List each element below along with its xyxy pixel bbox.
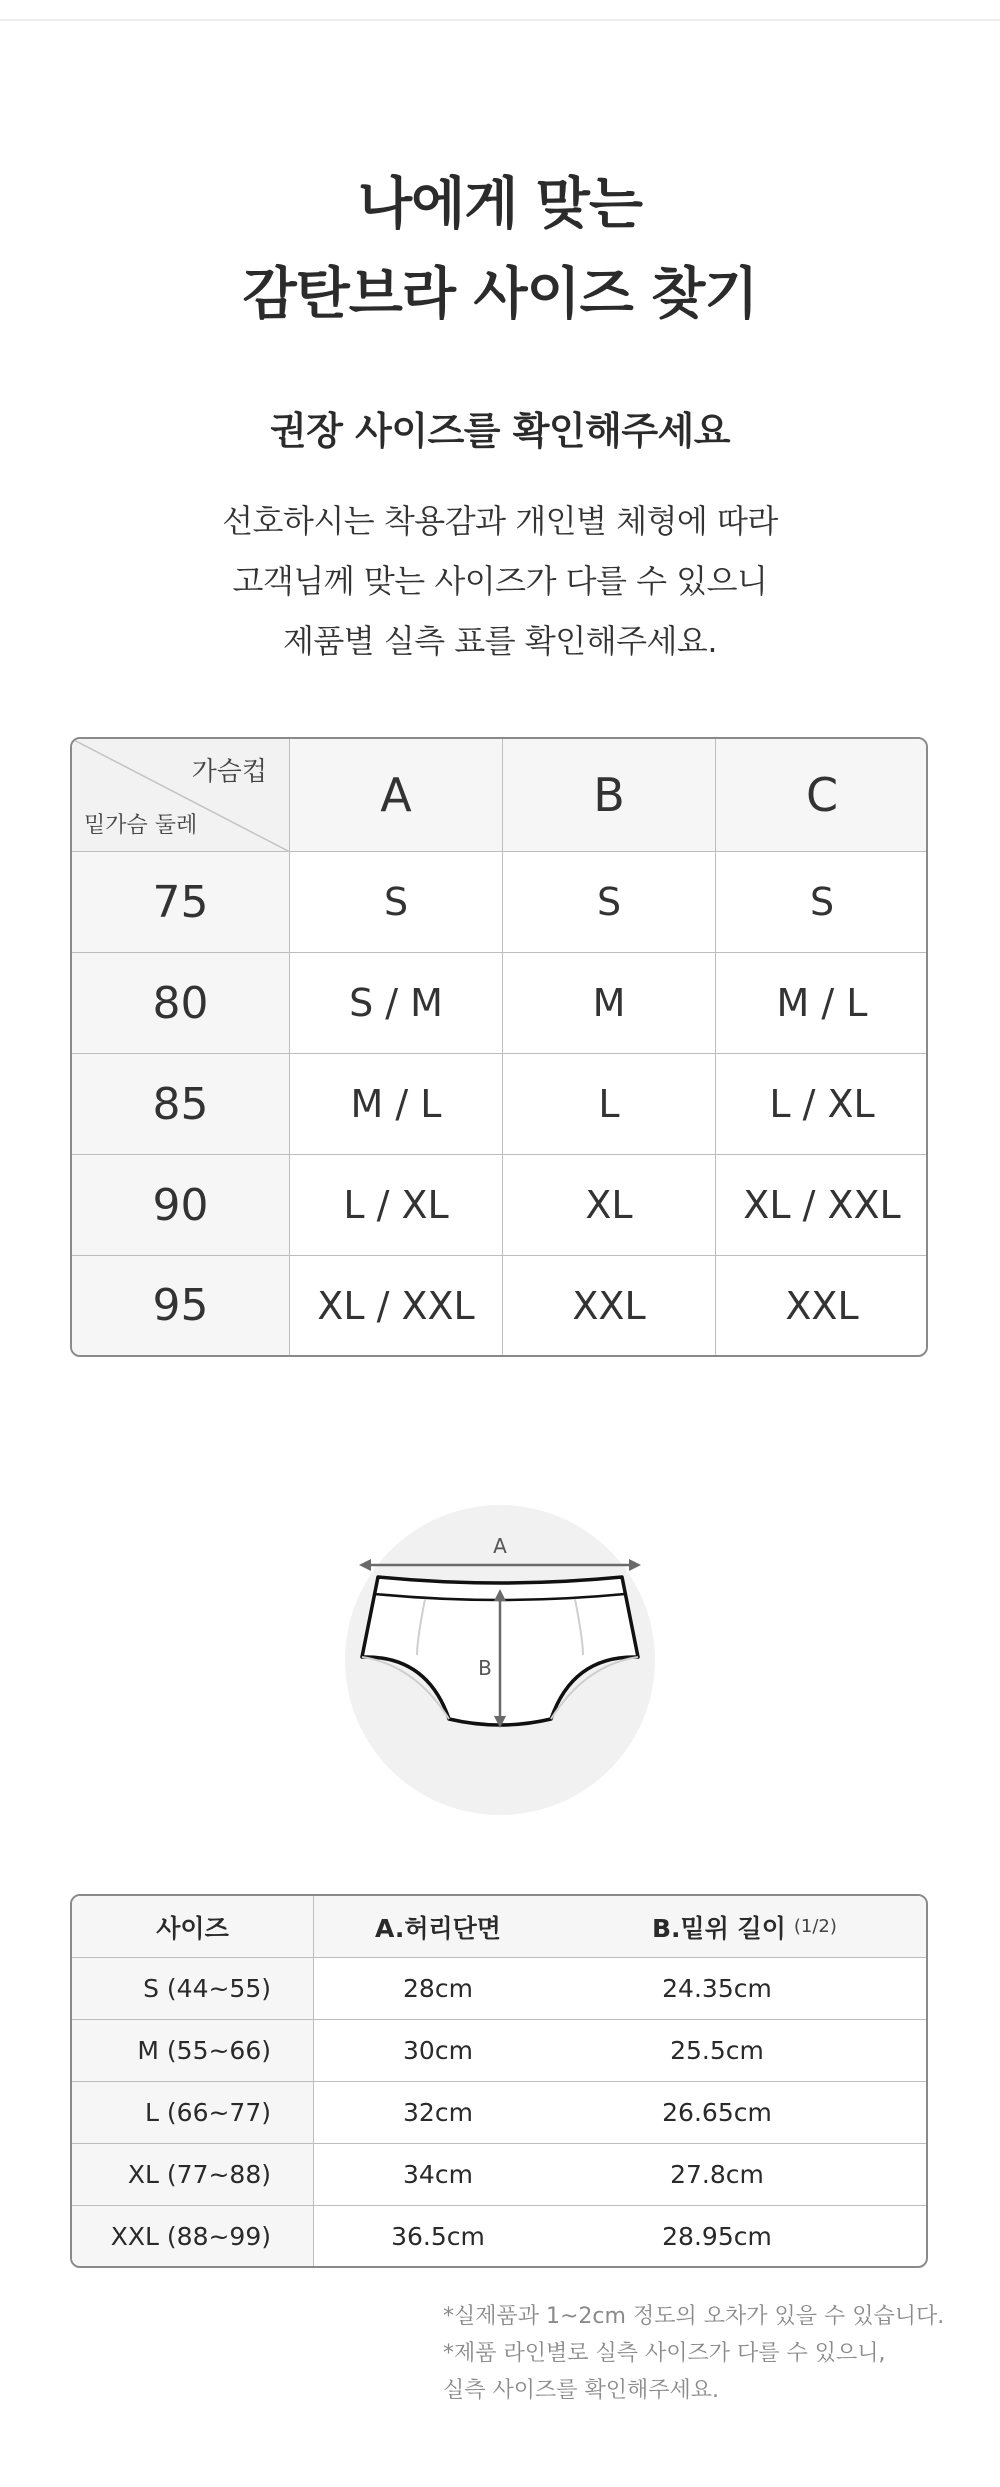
size-cell: S [716, 852, 928, 953]
cup-axis-label: 가슴컵 [191, 757, 267, 787]
waist-value: 36.5cm [391, 2221, 485, 2251]
band-axis-label: 밑가슴 둘레 [84, 813, 198, 838]
page-title-line-1: 나에게 맞는 [358, 172, 642, 237]
description-line-1: 선호하시는 착용감과 개인별 체형에 따라 [222, 502, 778, 540]
size-cell: L / XL [716, 1054, 928, 1155]
waist-value: 28cm [403, 1974, 473, 2003]
size-cell: S / M [290, 953, 503, 1054]
band-95: 95 [72, 1256, 290, 1355]
rise-value: 27.8cm [670, 2160, 764, 2189]
cup-header-a: A [290, 739, 503, 852]
header-rise-note: (1/2) [793, 1916, 837, 1937]
description-line-2: 고객님께 맞는 사이즈가 다를 수 있으니 [232, 562, 768, 600]
size-cell: M / L [290, 1054, 503, 1155]
rise-value: 28.95cm [662, 2221, 772, 2251]
footnote-check-size: 실측 사이즈를 확인해주세요. [443, 2378, 720, 2403]
header-rise [652, 1896, 912, 1957]
waist-value: 30cm [403, 2036, 473, 2065]
band-75: 75 [72, 852, 290, 953]
table-row [72, 2144, 926, 2206]
table-row [72, 2082, 926, 2144]
size-cell: XL [503, 1155, 716, 1256]
waist-value: 34cm [403, 2160, 473, 2189]
waist-value: 32cm [403, 2098, 473, 2127]
footnote-line-variance: *제품 라인별로 실측 사이즈가 다를 수 있으니, [443, 2341, 886, 2366]
size-label: XXL (88~99) [72, 2206, 314, 2266]
size-cell: S [503, 852, 716, 953]
size-cell: L [503, 1054, 716, 1155]
size-cell: M [503, 953, 716, 1054]
label-b: B [478, 1656, 492, 1680]
size-label: XL (77~88) [72, 2144, 314, 2205]
cup-header-b: B [503, 739, 716, 852]
size-cell: XL / XXL [716, 1155, 928, 1256]
band-80: 80 [72, 953, 290, 1054]
page-title-line-2: 감탄브라 사이즈 찾기 [242, 262, 758, 327]
size-cell: XL / XXL [290, 1256, 503, 1355]
recommended-size-chart [70, 737, 928, 1357]
size-cell: XXL [503, 1256, 716, 1355]
size-cell: XXL [785, 1283, 859, 1328]
band-85: 85 [72, 1054, 290, 1155]
rise-value: 26.65cm [662, 2098, 772, 2127]
arrow-a-left-head [359, 1559, 371, 1571]
panty-measurement-diagram [345, 1505, 655, 1815]
size-cell: M / L [716, 953, 928, 1054]
table-row [72, 2020, 926, 2082]
cup-header-c: C [716, 739, 928, 852]
band-90: 90 [72, 1155, 290, 1256]
top-divider [0, 19, 1000, 21]
size-label: L (66~77) [72, 2082, 314, 2143]
table-row [72, 2206, 926, 2266]
table-header-row [72, 1896, 926, 1958]
measurement-table [70, 1894, 928, 2268]
header-waist: A.허리단면 [375, 1913, 501, 1943]
chart-corner-cell [72, 739, 290, 852]
header-size: 사이즈 [72, 1896, 314, 1957]
header-rise-label: B.밑위 길이 [652, 1913, 786, 1943]
size-cell: L / XL [290, 1155, 503, 1256]
size-label: M (55~66) [72, 2020, 314, 2081]
rise-value: 24.35cm [662, 1974, 772, 2003]
footnote-tolerance: *실제품과 1~2cm 정도의 오차가 있을 수 있습니다. [443, 2304, 945, 2329]
section-subtitle: 권장 사이즈를 확인해주세요 [270, 409, 730, 453]
description-line-3: 제품별 실측 표를 확인해주세요. [282, 622, 718, 660]
size-cell: S [290, 852, 503, 953]
arrow-a-right-head [629, 1559, 641, 1571]
size-label: S (44~55) [72, 1958, 314, 2019]
table-row [72, 1958, 926, 2020]
footnotes [443, 2298, 963, 2409]
label-a: A [493, 1534, 507, 1558]
rise-value: 25.5cm [670, 2036, 764, 2065]
